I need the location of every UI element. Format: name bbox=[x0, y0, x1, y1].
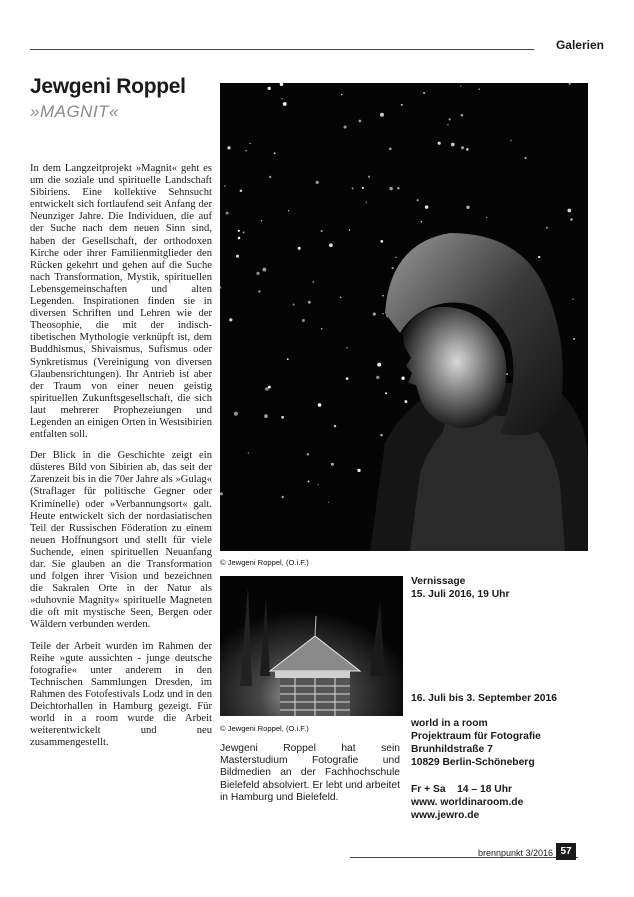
opening-hours: Fr + Sa 14 – 18 Uhr bbox=[411, 784, 513, 795]
section-label: Galerien bbox=[555, 38, 604, 52]
website-link[interactable]: www.jewro.de bbox=[411, 810, 480, 821]
photographer-bio: Jewgeni Roppel hat sein Masterstudium Fotografie und Bildmedien an der Fachhochschule Bielefeld absolviert. Er lebt und arbeitet in Hamburg und Bielefeld. bbox=[220, 743, 400, 803]
page-number: 57 bbox=[556, 843, 576, 860]
vernissage-label: Vernissage bbox=[411, 576, 466, 587]
article-body bbox=[30, 163, 212, 758]
website-link[interactable]: www. worldinaroom.de bbox=[411, 797, 524, 808]
paragraph: In dem Langzeitprojekt »Magnit« geht es um die soziale und spirituelle Landschaft Sibiriens. Eine kollektive Sehnsucht entwickelt sich fortlaufend seit Anfang der Neunziger Jahre. Die Individuen, die auf der Suche nach dem neuen Sinn sind, haben der Gesellschaft, der orthodoxen Kirche oder ihrer Familienmitglieder den Rücken gekehrt und gehen auf die Suche nach Transformation, Mystik, spirituellen Lebensgemeinschaften und alten Legenden. Inspirationen finden sie in diversen Schriften und Lehren wie der Theosophie, die mit der indisch-tibetischen Mythologie verknüpft ist, dem Buddhismus, Shivaismus, Sufismus oder Synkretismus (Vereinigung von diversen Glaubensrichtungen). Ihr Antrieb ist aber der Traum von einer neuen geistig spirituellen Zukunftsgesellschaft, die sich laut mehrerer Prophezeiungen und Legenden an einigen Orten in Westsibirien entfalten soll. bbox=[30, 163, 212, 441]
article-subtitle: »MAGNIT« bbox=[30, 102, 120, 121]
venue-street: Brunhildstraße 7 bbox=[411, 744, 493, 755]
venue-subtitle: Projektraum für Fotografie bbox=[411, 731, 541, 742]
paragraph: Teile der Arbeit wurden im Rahmen der Reihe »gute aussichten - junge deutsche fotografie« unter anderem in den Technischen Sammlungen Dresden, im Rahmen des Fotofestivals Lodz und in den Deichtorhallen in Hamburg gezeigt. Für world in a room wurde die Arbeit weiterentwickelt und neu zusammengestellt. bbox=[30, 640, 212, 749]
venue-city: 10829 Berlin-Schöneberg bbox=[411, 757, 535, 768]
article-title: Jewgeni Roppel bbox=[30, 75, 186, 98]
venue-name: world in a room bbox=[411, 718, 488, 729]
paragraph: Der Blick in die Geschichte zeigt ein düsteres Bild von Sibirien ab, das seit der Zarenzeit bis in die 70er Jahre als »Gulag« (Straflager für politische Gegner oder Kriminelle) oder »Verbannungsort« galt. Heute entwickelt sich der nordasiatischen Teil der Russischen Föderation zu einem neuen Hoffnungsort und stellt für viele Suchende, einen spirituellen Neuanfang dar. Sie glauben an die Transformation und folgen ihrer Vision und bezeichnen die Sakralen Orte in der Natur als »duhovnie Magnity« spirituelle Magneten die oft mit mystische Seen, Bergen oder Wäldern verbunden werden. bbox=[30, 450, 212, 631]
main-photo-caption: © Jewgeni Roppel, (O.i.F.) bbox=[220, 558, 309, 567]
main-photo bbox=[220, 83, 588, 551]
header-rule bbox=[30, 49, 534, 50]
secondary-photo bbox=[220, 576, 403, 716]
main-photo-image bbox=[220, 83, 588, 551]
secondary-photo-image bbox=[220, 576, 403, 716]
issue-label: brennpunkt 3/2016 bbox=[478, 848, 554, 858]
exhibition-dates: 16. Juli bis 3. September 2016 bbox=[411, 693, 557, 704]
vernissage-date: 15. Juli 2016, 19 Uhr bbox=[411, 589, 510, 600]
secondary-photo-caption: © Jewgeni Roppel, (O.i.F.) bbox=[220, 724, 309, 733]
